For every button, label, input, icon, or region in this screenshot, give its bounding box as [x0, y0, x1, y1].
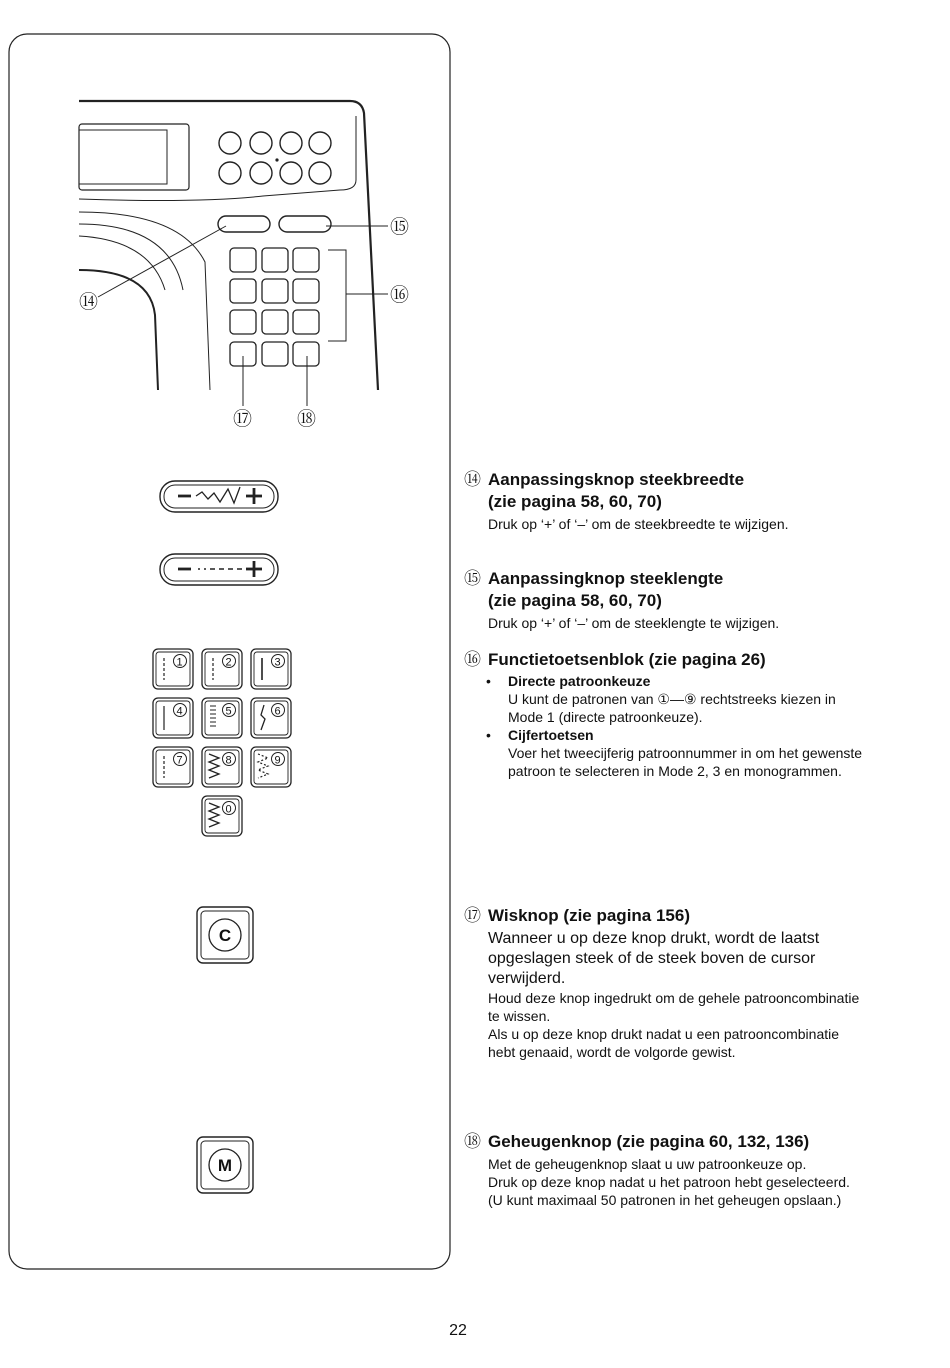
section-body: hebt genaaid, wordt de volgorde gewist.: [488, 1044, 736, 1060]
key-4: [153, 698, 193, 738]
section-body: te wissen.: [488, 1008, 551, 1024]
key-9-label: 9: [274, 754, 281, 767]
section-heading: [464, 568, 904, 590]
length-button-outline: [279, 216, 331, 232]
keypad-outline: [230, 248, 319, 366]
bullet-line: Mode 1 (directe patroonkeuze).: [508, 709, 703, 725]
section-body: Houd deze knop ingedrukt om de gehele patrooncombinatie: [488, 990, 860, 1006]
key-7-label: 7: [176, 754, 183, 767]
section-body: Als u op deze knop drukt nadat u een patrooncombinatie: [488, 1026, 840, 1042]
section-heading: [464, 469, 904, 491]
section-body: Druk op ‘+’ of ‘–’ om de steeklengte te wijzigen.: [488, 615, 780, 631]
function-keypad-illustration: [153, 649, 291, 836]
key-1-label: 1: [176, 656, 183, 669]
memory-key-label: M: [217, 1156, 233, 1175]
bullet-line: Voer het tweecijferig patroonnummer in om het gewenste: [508, 745, 863, 761]
key-9: [251, 747, 291, 787]
key-3: [251, 649, 291, 689]
section-stitch-length: [464, 568, 904, 632]
section-stitch-width: [464, 469, 904, 533]
stitch-length-button-illustration: [160, 554, 278, 585]
width-button-outline: [218, 216, 270, 232]
section-number: ⑮: [464, 569, 481, 588]
section-body: Druk op ‘+’ of ‘–’ om de steekbreedte te wijzigen.: [488, 516, 789, 532]
key-8-label: 8: [225, 754, 232, 767]
section-number: ⑭: [464, 470, 481, 489]
section-body: (U kunt maximaal 50 patronen in het geheugen opslaan.): [488, 1192, 842, 1208]
leader-lines: [98, 226, 388, 406]
bullet-number-keys: • Cijfertoetsen: [486, 727, 594, 743]
key-6: [251, 698, 291, 738]
section-subtitle: (zie pagina 58, 60, 70): [488, 492, 662, 511]
key-6-label: 6: [274, 705, 281, 718]
bullet-direct-selection: • Directe patroonkeuze: [486, 673, 651, 689]
section-heading: [464, 1131, 904, 1153]
section-title: Geheugenknop (zie pagina 60, 132, 136): [488, 1132, 810, 1151]
section-body: Druk op deze knop nadat u het patroon hebt geselecteerd.: [488, 1174, 850, 1190]
section-heading: [464, 649, 904, 671]
key-0: [202, 796, 242, 836]
key-5-label: 5: [225, 705, 232, 718]
section-heading: [464, 905, 904, 927]
section-number: ⑯: [464, 650, 481, 669]
section-body-large: verwijderd.: [488, 970, 566, 987]
clear-key-label: C: [218, 926, 232, 945]
stitch-width-button-illustration: [160, 481, 278, 512]
section-number: ⑱: [464, 1132, 481, 1151]
key-1: [153, 649, 193, 689]
section-body: Met de geheugenknop slaat u uw patroonkeuze op.: [488, 1156, 807, 1172]
section-title: Wisknop (zie pagina 156): [488, 906, 690, 925]
section-memory-button: [464, 1131, 904, 1209]
key-8: [202, 747, 242, 787]
key-7: [153, 747, 193, 787]
bullet-line: patroon te selecteren in Mode 2, 3 en monogrammen.: [508, 763, 842, 779]
key-2-label: 2: [225, 656, 232, 669]
memory-button-illustration: [197, 1137, 253, 1193]
bullet-line: U kunt de patronen van ①—⑨ rechtstreeks kiezen in: [508, 691, 836, 707]
clear-button-illustration: [197, 907, 253, 963]
bullet-title: Directe patroonkeuze: [508, 673, 651, 689]
machine-outline: [79, 101, 378, 390]
bullet-title: Cijfertoetsen: [508, 727, 594, 743]
key-0-label: 0: [225, 803, 232, 816]
section-function-keypad: [464, 649, 904, 780]
key-4-label: 4: [176, 705, 183, 718]
key-5: [202, 698, 242, 738]
panel-frame: [9, 34, 450, 1269]
callout-15: ⑮: [390, 216, 410, 238]
top-dial-buttons: [219, 132, 331, 184]
page-number: 22: [449, 1322, 467, 1339]
section-number: ⑰: [464, 906, 481, 925]
section-clear-button: [464, 905, 904, 1061]
key-3-label: 3: [274, 656, 281, 669]
section-subtitle: (zie pagina 58, 60, 70): [488, 591, 662, 610]
callout-18: ⑱: [297, 408, 317, 430]
section-body-large: opgeslagen steek of de steek boven de cursor: [488, 950, 816, 967]
key-2: [202, 649, 242, 689]
section-title: Functietoetsenblok (zie pagina 26): [488, 650, 766, 669]
callout-17: ⑰: [233, 408, 253, 430]
section-title: Aanpassingsknop steekbreedte: [488, 470, 745, 489]
section-body-large: Wanneer u op deze knop drukt, wordt de laatst: [488, 930, 820, 947]
callout-14: ⑭: [79, 291, 99, 313]
callout-16: ⑯: [390, 284, 410, 306]
section-title: Aanpassingknop steeklengte: [488, 569, 724, 588]
